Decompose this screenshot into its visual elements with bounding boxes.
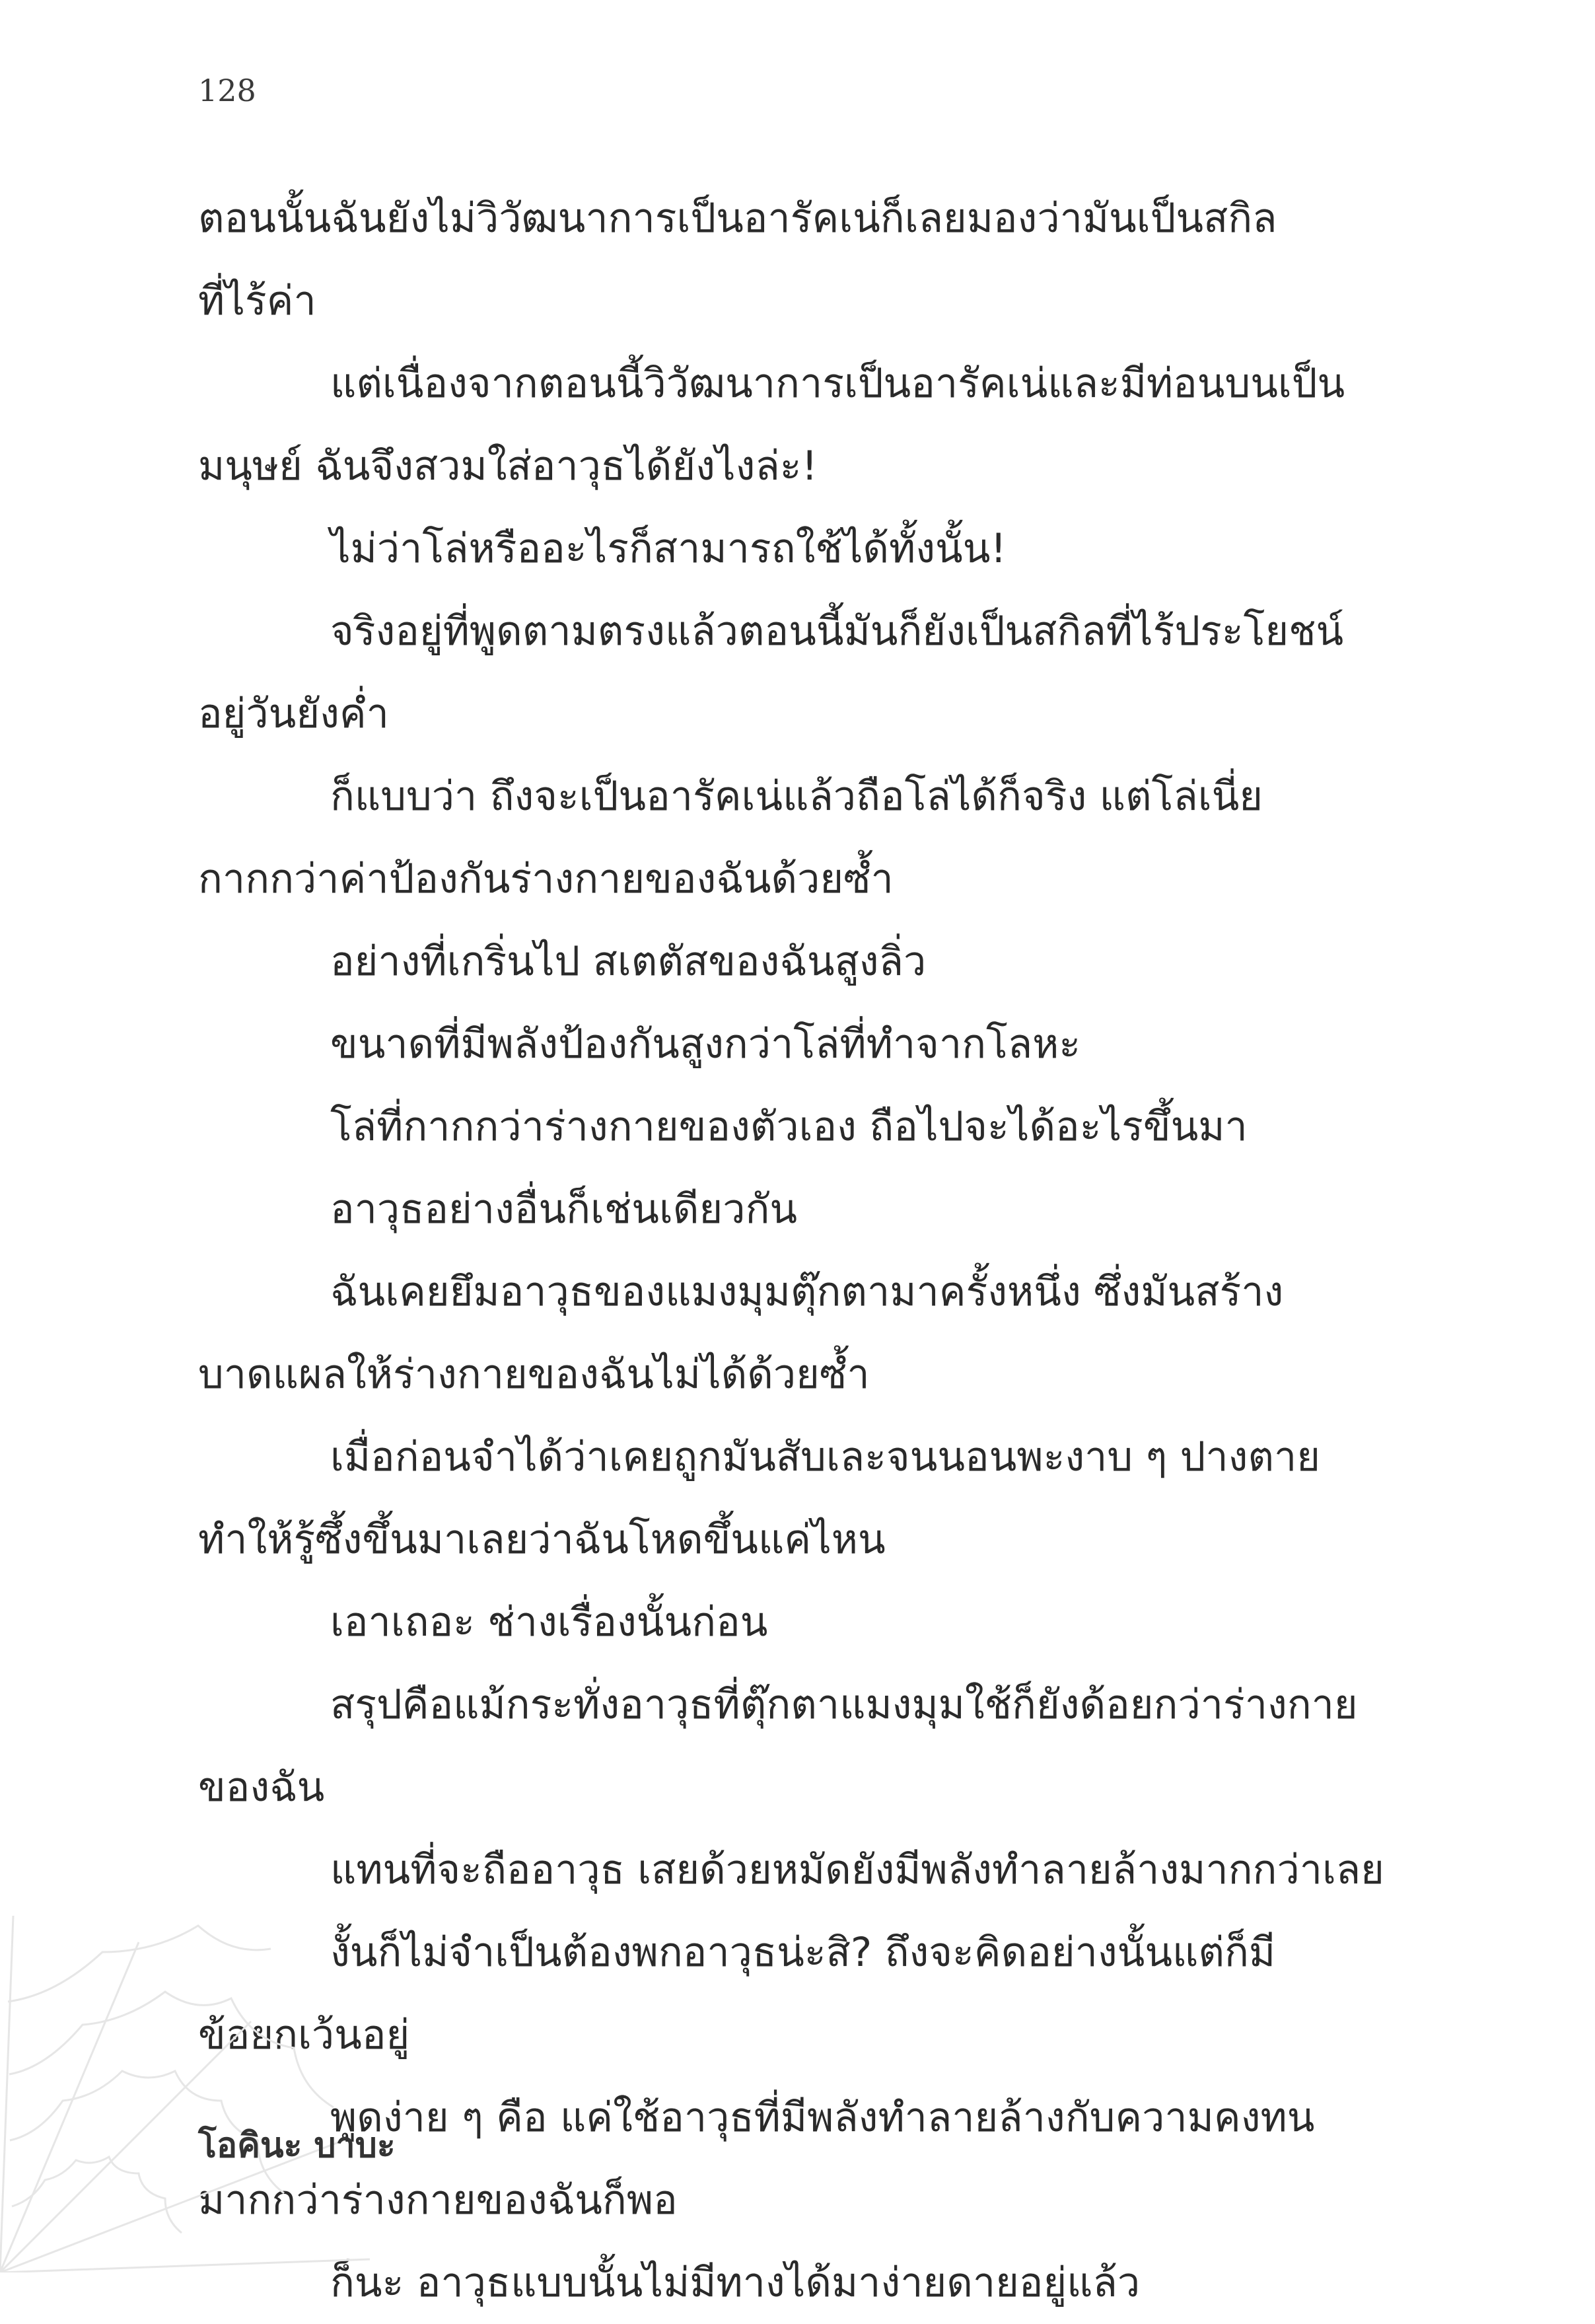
text-line: ข้อยกเว้นอยู่ <box>198 2012 410 2058</box>
text-line: จริงอยู่ที่พูดตามตรงแล้วตอนนี้มันก็ยังเป็นสกิลที่ไร้ประโยชน์ <box>330 608 1344 655</box>
text-line: พูดง่าย ๆ คือ แค่ใช้อาวุธที่มีพลังทำลายล้างกับความคงทน <box>330 2094 1315 2141</box>
spider-web-icon <box>0 1889 370 2272</box>
text-line: สรุปคือแม้กระทั่งอาวุธที่ตุ๊กตาแมงมุมใช้ก็ยังด้อยกว่าร่างกาย <box>330 1681 1358 1728</box>
text-line: มากกว่าร่างกายของฉันก็พอ <box>198 2177 678 2224</box>
text-line: มนุษย์ ฉันจึงสวมใส่อาวุธได้ยังไงล่ะ! <box>198 443 818 490</box>
text-line: ขนาดที่มีพลังป้องกันสูงกว่าโล่ที่ทำจากโลหะ <box>330 1021 1081 1068</box>
text-line: บาดแผลให้ร่างกายของฉันไม่ได้ด้วยซ้ำ <box>198 1351 870 1398</box>
footer-author: โอคินะ บาบะ <box>198 2126 396 2165</box>
text-line: กากกว่าค่าป้องกันร่างกายของฉันด้วยซ้ำ <box>198 855 894 902</box>
text-line: ก็แบบว่า ถึงจะเป็นอารัคเน่แล้วถือโล่ได้ก็จริง แต่โล่เนี่ย <box>330 773 1263 820</box>
body-text <box>198 177 1400 2324</box>
text-line: เอาเถอะ ช่างเรื่องนั้นก่อน <box>330 1599 768 1646</box>
text-line: เมื่อก่อนจำได้ว่าเคยถูกมันสับเละจนนอนพะงาบ ๆ ปางตาย <box>330 1434 1320 1480</box>
text-line: ไม่ว่าโล่หรืออะไรก็สามารถใช้ได้ทั้งนั้น! <box>330 525 1007 572</box>
text-line: ของฉัน <box>198 1764 325 1811</box>
text-line: แต่เนื่องจากตอนนี้วิวัฒนาการเป็นอารัคเน่และมีท่อนบนเป็น <box>330 360 1345 407</box>
text-line: ตอนนั้นฉันยังไม่วิวัฒนาการเป็นอารัคเน่ก็เลยมองว่ามันเป็นสกิล <box>198 195 1277 242</box>
page-number: 128 <box>198 73 256 108</box>
text-line: โล่ที่กากกว่าร่างกายของตัวเอง ถือไปจะได้อะไรขึ้นมา <box>330 1103 1248 1150</box>
text-line: ที่ไร้ค่า <box>198 277 316 324</box>
text-line: อยู่วันยังค่ำ <box>198 690 389 737</box>
text-line: ก็นะ อาวุธแบบนั้นไม่มีทางได้มาง่ายดายอยู่แล้ว <box>330 2259 1141 2306</box>
text-line: ฉันเคยยึมอาวุธของแมงมุมตุ๊กตามาครั้งหนึ่ง ซึ่งมันสร้าง <box>330 1268 1284 1315</box>
text-line: งั้นก็ไม่จำเป็นต้องพกอาวุธน่ะสิ? ถึงจะคิดอย่างนั้นแต่ก็มี <box>330 1929 1276 1976</box>
text-line: แทนที่จะถืออาวุธ เสยด้วยหมัดยังมีพลังทำลายล้างมากกว่าเลย <box>330 1846 1384 1893</box>
text-line: อย่างที่เกริ่นไป สเตตัสของฉันสูงลิ่ว <box>330 938 927 985</box>
text-line: ทำให้รู้ซึ้งขึ้นมาเลยว่าฉันโหดขึ้นแค่ไหน <box>198 1516 886 1563</box>
text-line: อาวุธอย่างอื่นก็เช่นเดียวกัน <box>330 1186 798 1233</box>
